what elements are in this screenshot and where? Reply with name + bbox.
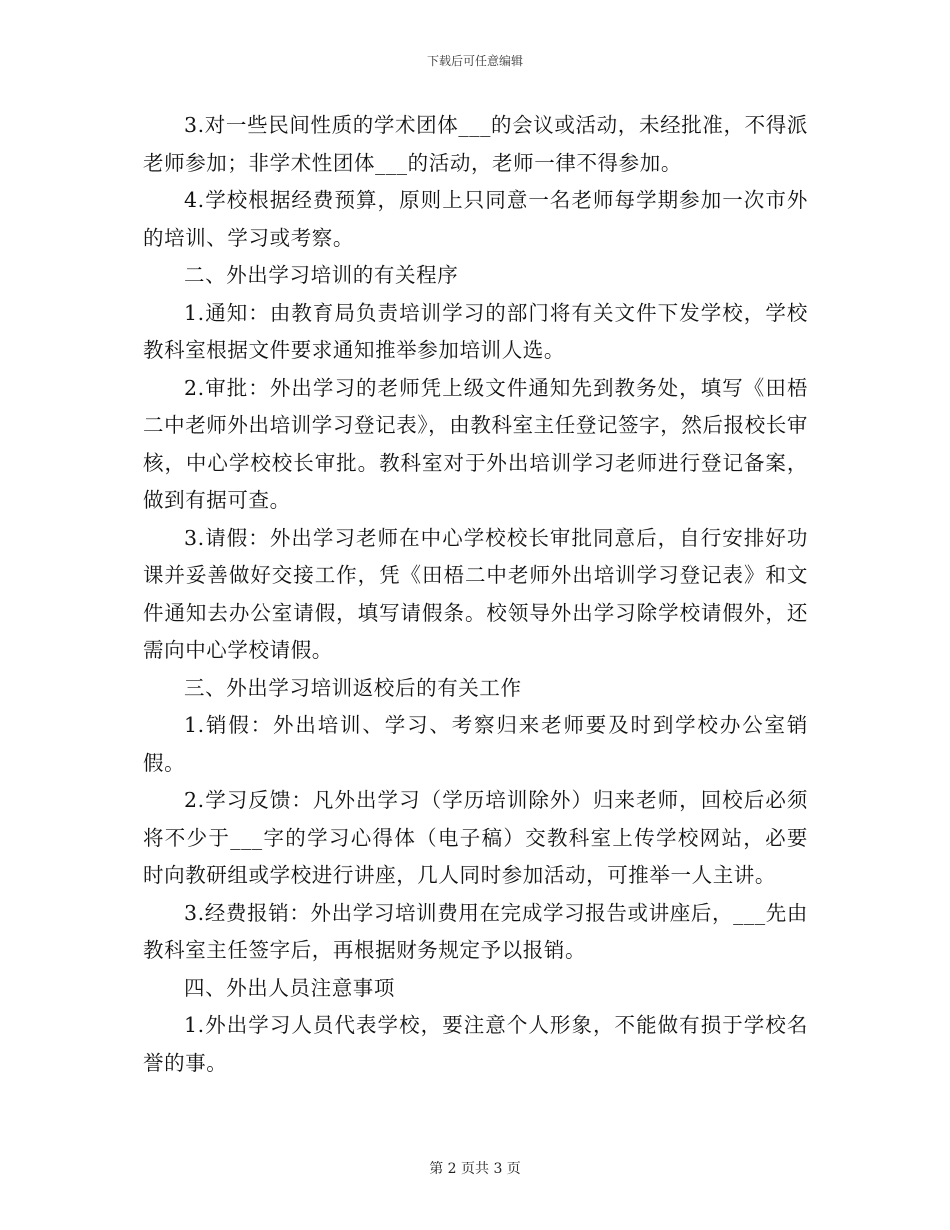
paragraph: 2.审批：外出学习的老师凭上级文件通知先到教务处，填写《田梧二中老师外出培训学习登记表》，由教科室主任登记签字，然后报校长审核，中心学校校长审批。教科室对于外出培训学习老师进行登记备案，做到有据可查。 bbox=[143, 375, 808, 512]
paragraph: 1.外出学习人员代表学校，要注意个人形象，不能做有损于学校名誉的事。 bbox=[143, 1013, 808, 1075]
section-heading: 二、外出学习培训的有关程序 bbox=[184, 263, 459, 287]
paragraph: 1.通知：由教育局负责培训学习的部门将有关文件下发学校，学校教科室根据文件要求通知推举参加培训人选。 bbox=[143, 300, 808, 362]
page-header: 下载后可任意编辑 bbox=[426, 54, 523, 68]
page-number: 第 2 页共 3 页 bbox=[429, 1161, 521, 1177]
section-heading: 四、外出人员注意事项 bbox=[184, 975, 395, 1000]
document-body bbox=[143, 107, 808, 1082]
paragraph: 3.对一些民间性质的学术团体___的会议或活动，未经批准，不得派老师参加；非学术性团体___的活动，老师一律不得参加。 bbox=[143, 113, 808, 175]
paragraph: 4.学校根据经费预算，原则上只同意一名老师每学期参加一次市外的培训、学习或考察。 bbox=[143, 188, 808, 250]
paragraph: 3.请假：外出学习老师在中心学校校长审批同意后，自行安排好功课并妥善做好交接工作，凭《田梧二中老师外出培训学习登记表》和文件通知去办公室请假，填写请假条。校领导外出学习除学校请假外，还需向中心学校请假。 bbox=[143, 525, 808, 662]
paragraph: 3.经费报销：外出学习培训费用在完成学习报告或讲座后，___先由教科室主任签字后，再根据财务规定予以报销。 bbox=[143, 900, 808, 962]
paragraph: 1.销假：外出培训、学习、考察归来老师要及时到学校办公室销假。 bbox=[143, 713, 808, 775]
section-heading: 三、外出学习培训返校后的有关工作 bbox=[184, 675, 522, 700]
paragraph: 2.学习反馈：凡外出学习（学历培训除外）归来老师，回校后必须将不少于___字的学习心得体（电子稿）交教科室上传学校网站，必要时向教研组或学校进行讲座，几人同时参加活动，可推举一人主讲。 bbox=[143, 788, 808, 887]
